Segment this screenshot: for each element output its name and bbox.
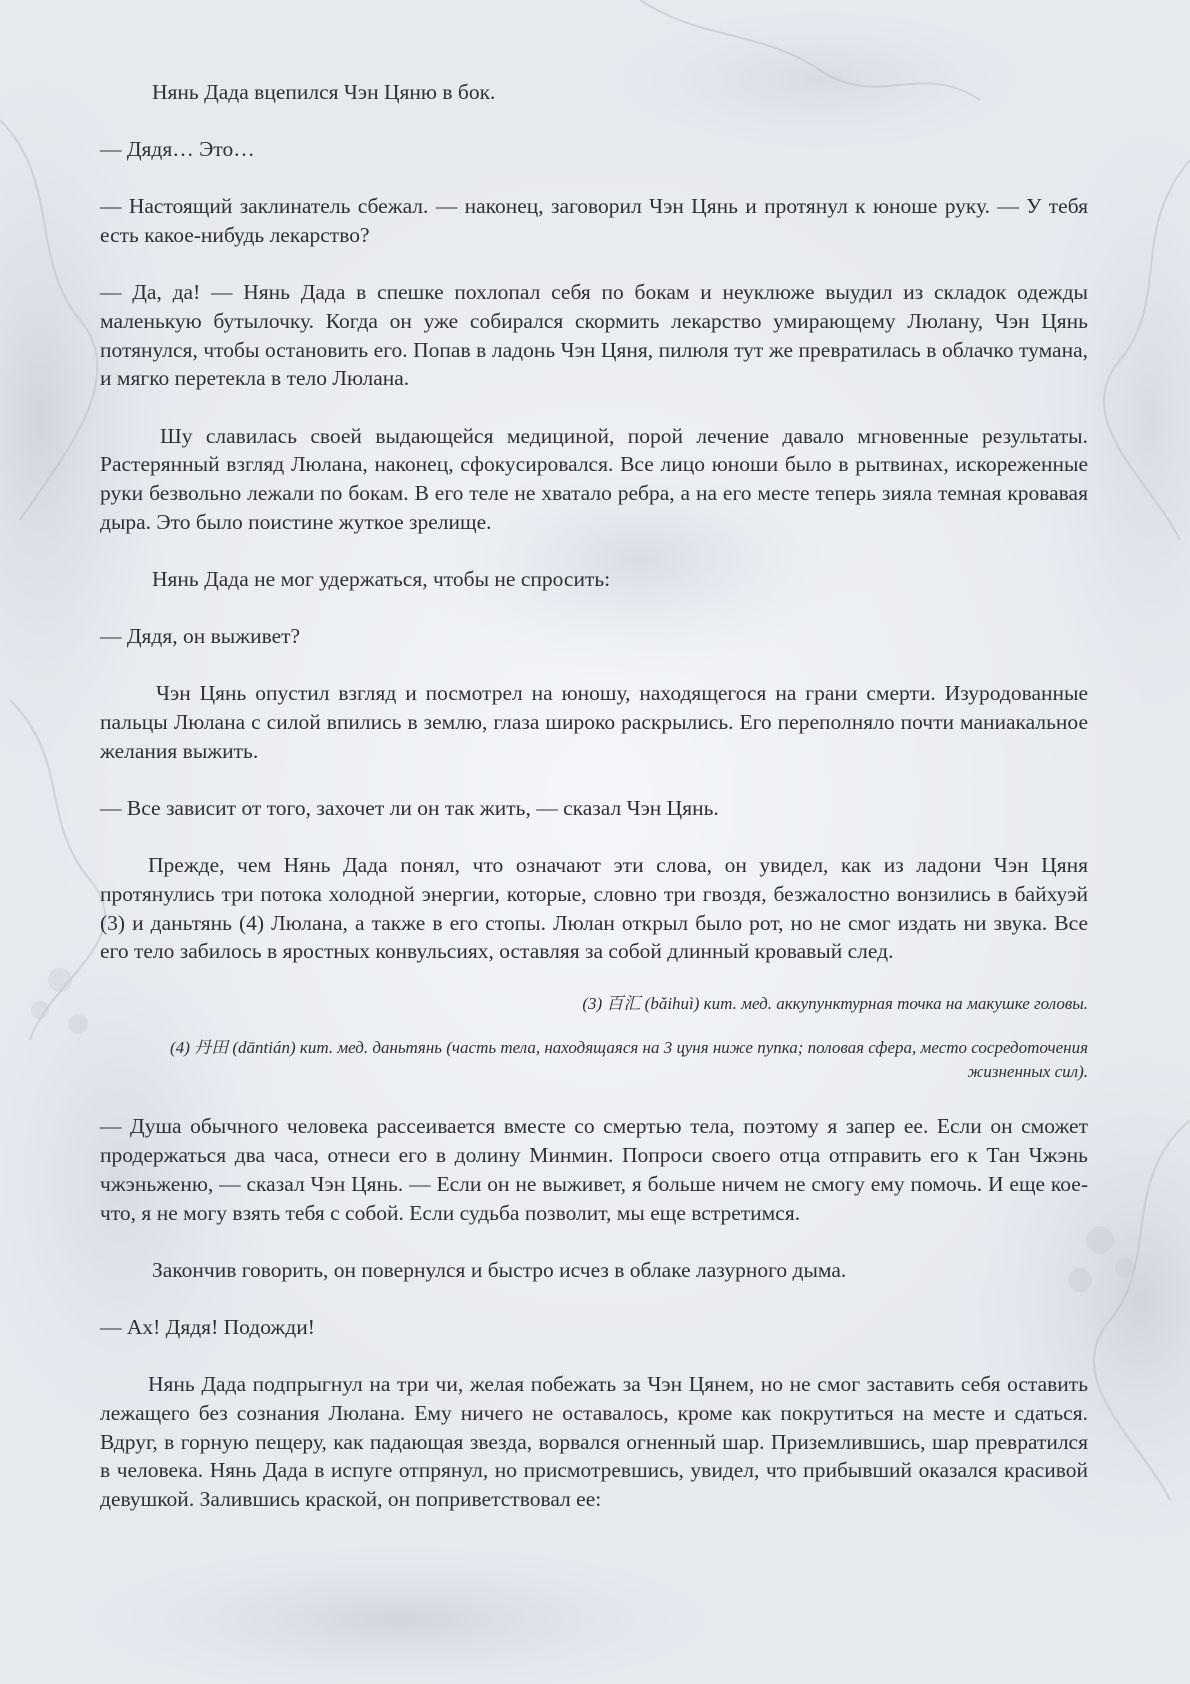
footnote: (4) 丹田 (dāntián) кит. мед. даньтянь (часть тела, находящаяся на 3 цуня ниже пупка; половая сфера, место сосредоточения жизненных сил). [170, 1038, 1088, 1082]
text-page [100, 78, 1088, 1542]
paragraph: Шу славилась своей выдающейся медициной, порой лечение давало мгновенные результаты. Растерянный взгляд Люлана, наконец, сфокусировался. Все лицо юноши было в рытвинах, искореженные руки безвольно лежали по бокам. В его теле не хватало ребра, а на его месте теперь зияла темная кровавая дыра. Это было поистине жуткое зрелище. [100, 423, 1088, 534]
paragraph: Нянь Дада подпрыгнул на три чи, желая побежать за Чэн Цянем, но не смог заставить себя оставить лежащего без сознания Люлана. Ему ничего не оставалось, кроме как покрутиться на месте и сдаться. Вдруг, в горную пещеру, как падающая звезда, ворвался огненный шар. Приземлившись, шар превратился в человека. Нянь Дада в испуге отпрянул, но присмотревшись, увидел, что прибывший оказался красивой девушкой. Залившись краской, он поприветствовал ее: [100, 1372, 1088, 1511]
dialogue-line: — Дядя, он выживет? [100, 624, 301, 649]
paragraph: Чэн Цянь опустил взгляд и посмотрел на юношу, находящегося на грани смерти. Изуродованные пальцы Люлана с силой впились в землю, глаза широко раскрылись. Его переполняло почти маниакальное желания выжить. [100, 681, 1088, 763]
paragraph: Нянь Дада не мог удержаться, чтобы не спросить: [152, 566, 611, 591]
dialogue-line: — Настоящий заклинатель сбежал. — наконец, заговорил Чэн Цянь и протянул к юноше руку. — У тебя есть какое-нибудь лекарство? [100, 194, 1088, 248]
dialogue-line: — Да, да! — Нянь Дада в спешке похлопал себя по бокам и неуклюже выудил из складок одежды маленькую бутылочку. Когда он уже собирался скормить лекарство умирающему Люлану, Чэн Цянь потянулся, чтобы остановить его. Попав в ладонь Чэн Цяня, пилюля тут же превратилась в облачко тумана, и мягко перетекла в тело Люлана. [100, 280, 1088, 391]
dialogue-line: — Все зависит от того, захочет ли он так жить, — сказал Чэн Цянь. [100, 795, 719, 820]
paragraph: Нянь Дада вцепился Чэн Цяню в бок. [152, 80, 496, 104]
dialogue-line: — Ах! Дядя! Подожди! [100, 1314, 315, 1339]
footnote: (3) 百汇 (bǎihuì) кит. мед. аккупунктурная точка на макушке головы. [582, 994, 1088, 1014]
dialogue-line: — Душа обычного человека рассеивается вместе со смертью тела, поэтому я запер ее. Если он сможет продержаться два часа, отнеси его в долину Минмин. Попроси своего отца отправить его к Тан Чжэнь чжэньженю, — сказал Чэн Цянь. — Если он не выживет, я больше ничем не смогу ему помочь. И еще кое-что, я не могу взять тебя с собой. Если судьба позволит, мы еще встретимся. [100, 1114, 1088, 1225]
paragraph: Закончив говорить, он повернулся и быстро исчез в облаке лазурного дыма. [152, 1257, 847, 1282]
paragraph: Прежде, чем Нянь Дада понял, что означают эти слова, он увидел, как из ладони Чэн Цяня протянулись три потока холодной энергии, которые, словно три гвоздя, безжалостно вонзились в байхуэй (3) и даньтянь (4) Люлана, а также в его стопы. Люлан открыл было рот, но не смог издать ни звука. Все его тело забилось в яростных конвульсиях, оставляя за собой длинный кровавый след. [100, 853, 1088, 964]
dialogue-line: — Дядя… Это… [100, 137, 255, 162]
